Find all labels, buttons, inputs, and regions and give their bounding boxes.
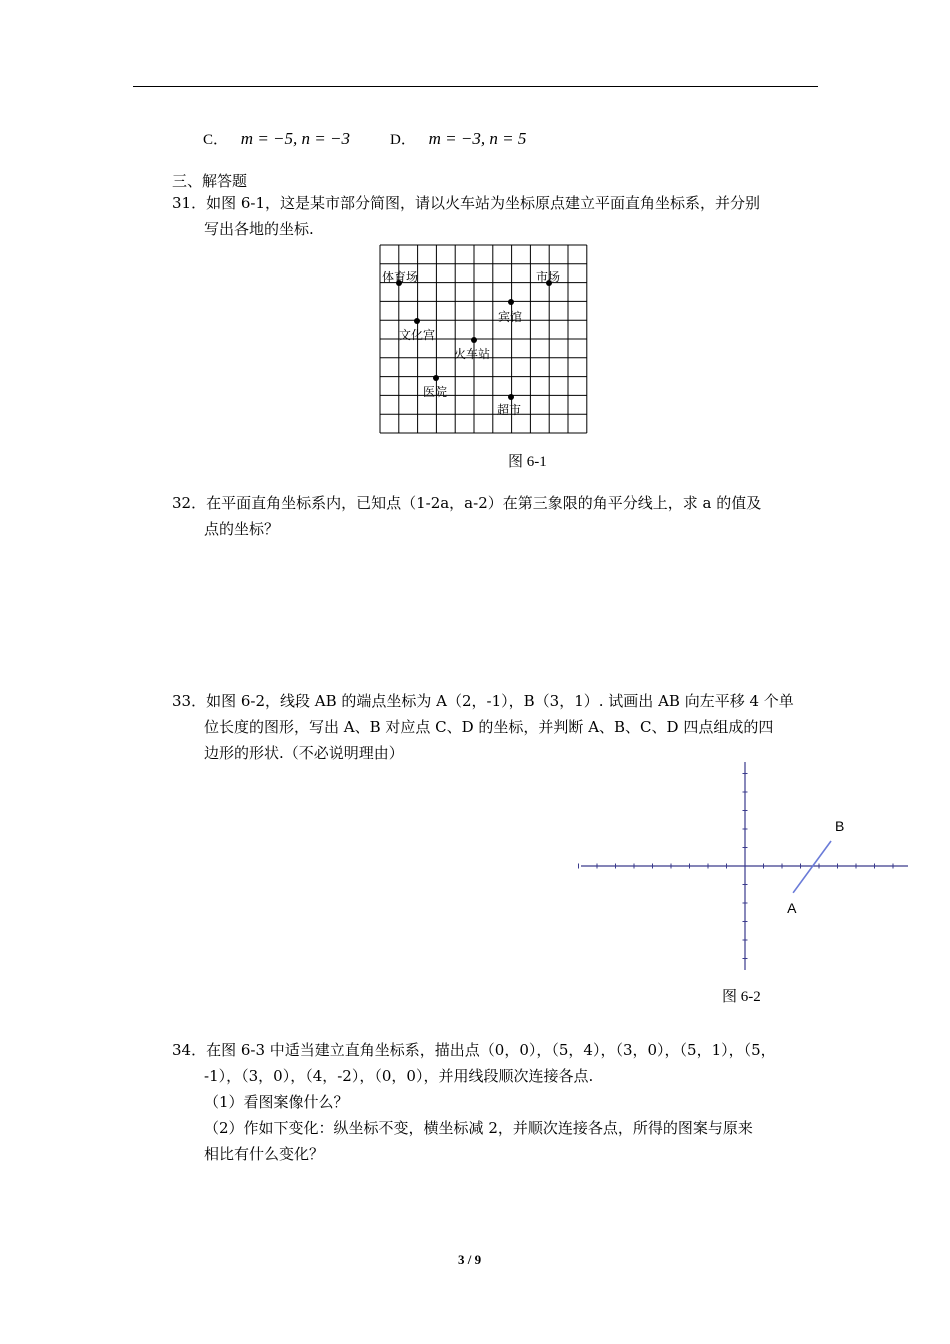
train-station-dot — [471, 337, 477, 343]
segment-ab — [793, 841, 831, 893]
label-hospital: 医院 — [423, 385, 448, 399]
q34-text-line1: 34．在图 6-3 中适当建立直角坐标系，描出点（0，0），（5，4），（3，0），（5，1），（5， — [172, 1041, 776, 1059]
label-market: 市场 — [536, 270, 561, 284]
option-d-math: m = −3, n = 5 — [428, 129, 527, 148]
q32-text-line2: 点的坐标？ — [204, 520, 280, 538]
axes — [581, 762, 908, 970]
label-train-station: 火车站 — [454, 347, 491, 361]
figure-6-1-map-grid — [370, 240, 600, 440]
label-supermarket: 超市 — [497, 403, 522, 417]
option-c — [203, 128, 350, 149]
header-rule — [133, 86, 818, 87]
option-c-math: m = −5, n = −3 — [240, 129, 350, 148]
q34-sub2-line1: （2）作如下变化：纵坐标不变，横坐标减 2，并顺次连接各点，所得的图案与原来 — [204, 1119, 753, 1137]
section-title: 三、解答题 — [172, 172, 248, 190]
q33-text-line2: 位长度的图形，写出 A、B 对应点 C、D 的坐标，并判断 A、B、C、D 四点组成的四 — [204, 718, 774, 736]
supermarket-dot — [508, 394, 514, 400]
figure-6-2-coordinate-plane — [578, 758, 913, 978]
page-number: 3 / 9 — [458, 1252, 482, 1267]
q33-text-line1: 33．如图 6-2，线段 AB 的端点坐标为 A（2，-1），B（3，1）. 试画出 AB 向左平移 4 个单 — [172, 692, 794, 710]
q31-text-line2: 写出各地的坐标. — [204, 220, 314, 238]
label-culture-palace: 文化宫 — [399, 328, 436, 342]
label-point-b: B — [835, 818, 845, 835]
hospital-dot — [433, 375, 439, 381]
q34-sub1: （1）看图案像什么？ — [204, 1093, 349, 1111]
label-point-a: A — [787, 899, 797, 916]
option-c-label: C． — [203, 132, 229, 148]
q34-text-line2: -1），（3，0），（4，-2），（0，0），并用线段顺次连接各点. — [204, 1067, 594, 1085]
label-hotel: 宾馆 — [498, 310, 523, 324]
label-stadium: 体育场 — [382, 270, 419, 284]
option-d-label: D． — [390, 132, 416, 148]
q31-text-line1: 31．如图 6-1，这是某市部分简图，请以火车站为坐标原点建立平面直角坐标系，并分别 — [172, 194, 761, 212]
figure-6-2-caption: 图 6-2 — [722, 989, 761, 1005]
hotel-dot — [508, 299, 514, 305]
option-d — [390, 128, 526, 149]
culture-palace-dot — [414, 318, 420, 324]
q34-sub2-line2: 相比有什么变化？ — [204, 1145, 325, 1163]
q32-text-line1: 32．在平面直角坐标系内，已知点（1-2a，a-2）在第三象限的角平分线上，求 a 的值及 — [172, 494, 762, 512]
figure-6-1-caption: 图 6-1 — [508, 454, 547, 470]
q33-text-line3: 边形的形状.（不必说明理由） — [204, 744, 404, 762]
